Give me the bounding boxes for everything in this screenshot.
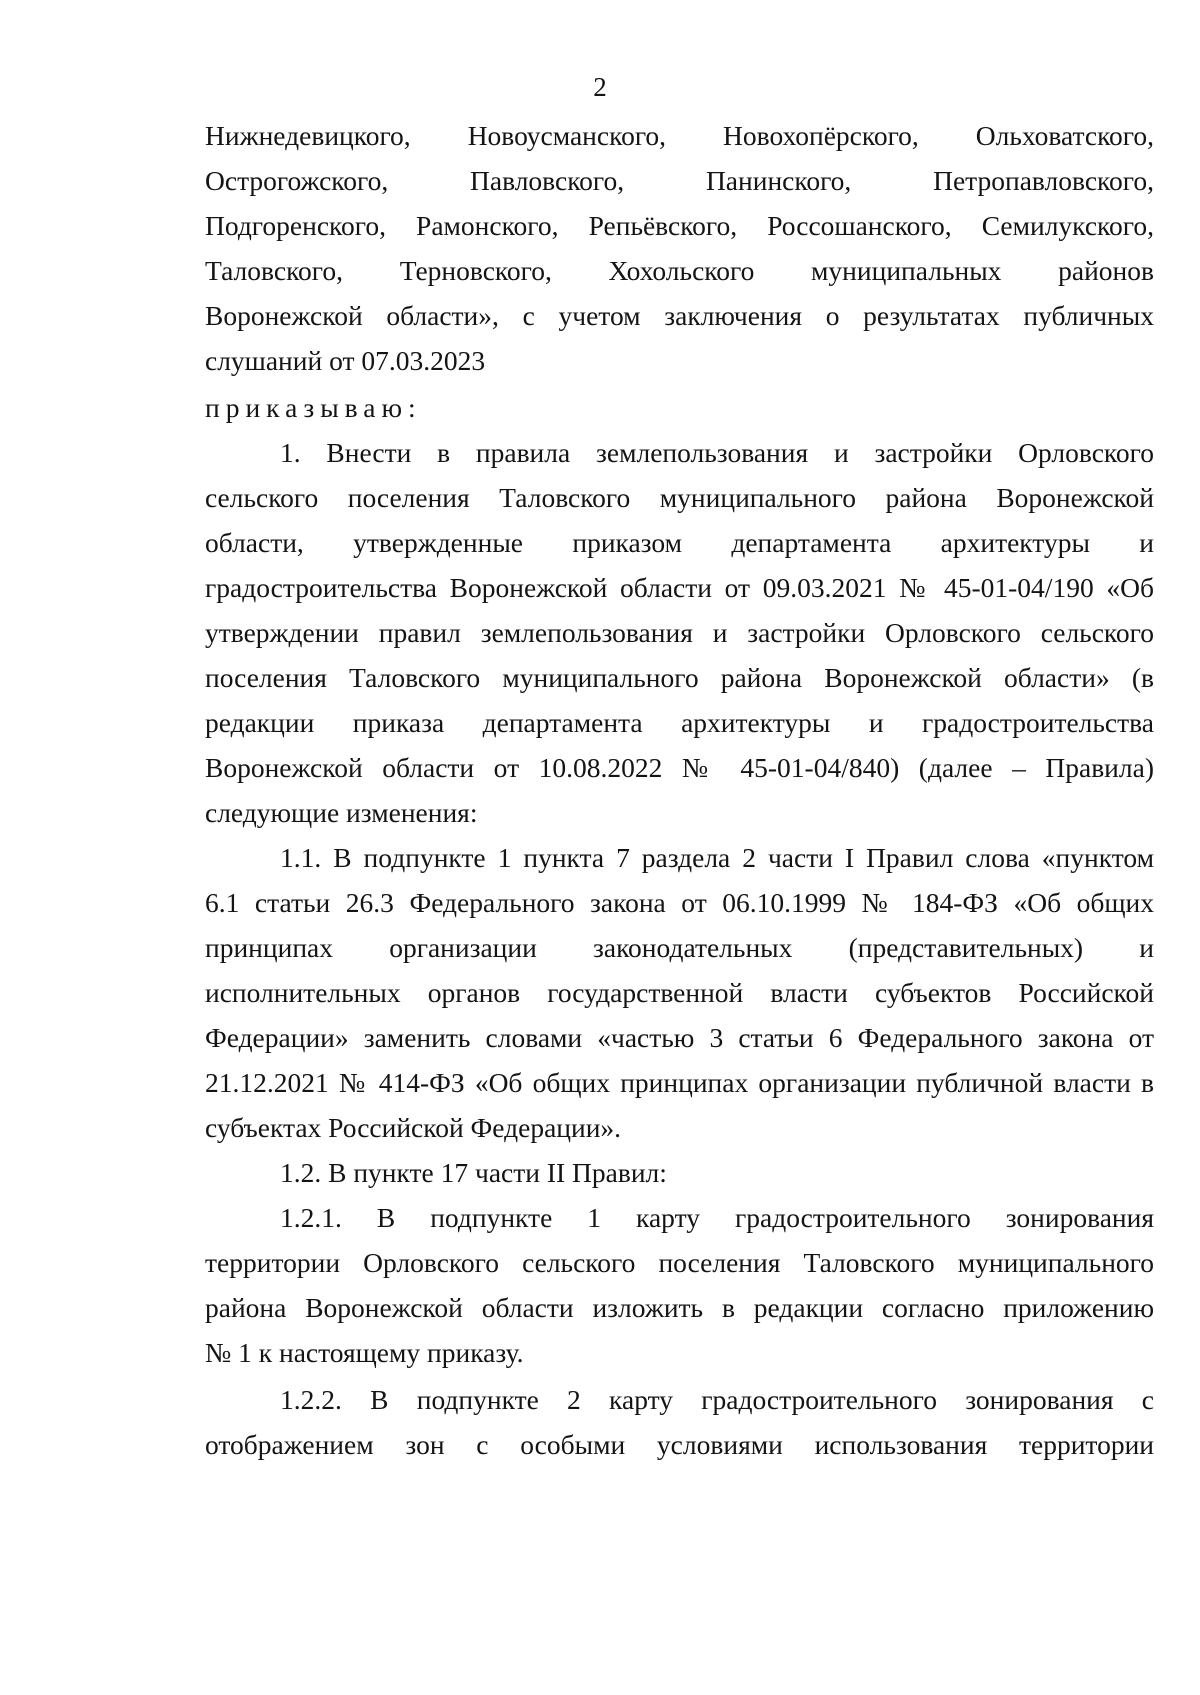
text-line: Нижнедевицкого, Новоусманского, Новохопёрского, Ольховатского, (205, 120, 1154, 151)
text-line: 6.1 статьи 26.3 Федерального закона от 06.10.1999 № 184-ФЗ «Об общих (205, 887, 1154, 918)
text-line: Воронежской области от 10.08.2022 № 45-01-04/840) (далее – Правила) (205, 752, 1154, 783)
text-line: 1.2. В пункте 17 части II Правил: (280, 1157, 667, 1188)
text-line: Таловского, Терновского, Хохольского муниципальных районов (205, 255, 1154, 286)
text-line: 1.1. В подпункте 1 пункта 7 раздела 2 части I Правил слова «пунктом (280, 842, 1154, 873)
text-line: района Воронежской области изложить в редакции согласно приложению (205, 1292, 1154, 1323)
text-line: Федерации» заменить словами «частью 3 статьи 6 Федерального закона от (205, 1022, 1154, 1053)
text-line: редакции приказа департамента архитектуры и градостроительства (205, 707, 1154, 738)
text-line: 1.2.2. В подпункте 2 карту градостроительного зонирования с (280, 1384, 1154, 1415)
text-line: следующие изменения: (205, 797, 478, 828)
text-line: области, утвержденные приказом департамента архитектуры и (205, 527, 1154, 558)
text-line: 1. Внести в правила землепользования и застройки Орловского (280, 437, 1154, 468)
page-number: 2 (593, 72, 607, 102)
text-line: № 1 к настоящему приказу. (205, 1337, 524, 1368)
text-line: поселения Таловского муниципального района Воронежской области» (в (205, 662, 1154, 693)
text-line: слушаний от 07.03.2023 (205, 345, 486, 376)
text-line: исполнительных органов государственной власти субъектов Российской (205, 977, 1154, 1008)
text-line: 21.12.2021 № 414-ФЗ «Об общих принципах организации публичной власти в (205, 1067, 1154, 1098)
text-line: градостроительства Воронежской области от 09.03.2021 № 45-01-04/190 «Об (205, 572, 1154, 603)
text-line: субъектах Российской Федерации». (205, 1112, 622, 1143)
text-line: Воронежской области», с учетом заключения о результатах публичных (205, 300, 1154, 331)
text-line: Острогожского, Павловского, Панинского, Петропавловского, (205, 165, 1154, 196)
order-word: приказываю: (205, 392, 422, 423)
text-line: отображением зон с особыми условиями использования территории (205, 1429, 1154, 1460)
text-line: Подгоренского, Рамонского, Репьёвского, Россошанского, Семилукского, (205, 210, 1154, 241)
text-line: сельского поселения Таловского муниципального района Воронежской (205, 482, 1154, 513)
text-line: 1.2.1. В подпункте 1 карту градостроительного зонирования (280, 1202, 1154, 1233)
text-line: утверждении правил землепользования и застройки Орловского сельского (205, 617, 1154, 648)
text-line: территории Орловского сельского поселения Таловского муниципального (205, 1247, 1154, 1278)
text-line: принципах организации законодательных (представительных) и (205, 932, 1154, 963)
